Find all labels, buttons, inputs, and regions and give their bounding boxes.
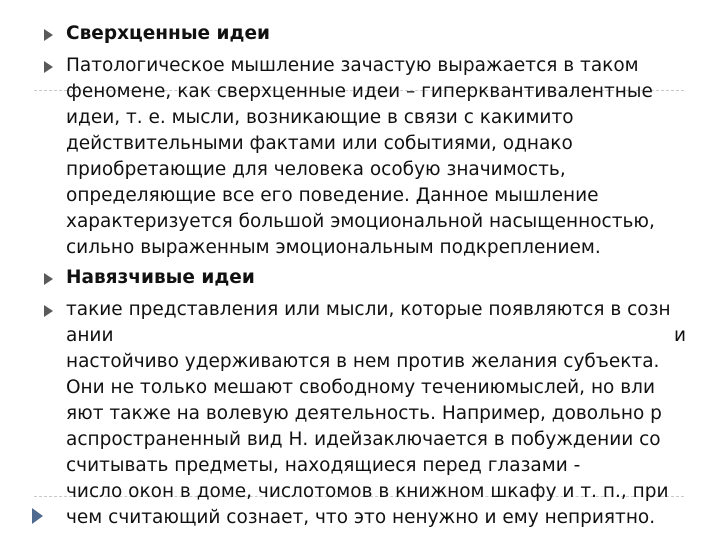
paragraph-line: Патологическое мышление зачастую выражается в таком: [66, 55, 639, 76]
side-arrow-icon: [32, 508, 43, 524]
paragraph-line: такие представления или мысли, которые появляются в созн: [66, 299, 671, 320]
paragraph-line: настойчиво удерживаются в нем против желания субъекта.: [66, 351, 660, 372]
paragraph-line: число окон в доме, числотомов в книжном шкафу и т. п., при: [66, 481, 669, 502]
paragraph-line: действительными фактами или событиями, однако: [66, 133, 573, 154]
paragraph-line: характеризуется большой эмоциональной насыщенностью,: [66, 211, 655, 232]
paragraph-line: аспространенный вид Н. идейзаключается в побуждении со: [66, 429, 661, 450]
bullet-arrow-icon: [44, 29, 53, 41]
paragraph-line: идеи, т. е. мысли, возникающие в связи с какимито: [66, 107, 574, 128]
heading-obsessive-ideas: Навязчивые идеи: [66, 267, 255, 288]
paragraph-fragment: ании: [66, 325, 114, 346]
paragraph-line: сильно выраженным эмоциональным подкреплением.: [66, 237, 601, 258]
paragraph-line: определяющие все его поведение. Данное мышление: [66, 185, 599, 206]
paragraph-line: яют также на волевую деятельность. Например, довольно р: [66, 403, 662, 424]
paragraph-fragment: и: [673, 325, 686, 346]
paragraph-line: чем считающий сознает, что это ненужно и ему неприятно.: [66, 507, 656, 528]
paragraph-line-justified: [66, 326, 686, 346]
paragraph-line: считывать предметы, находящиеся перед глазами -: [66, 455, 581, 476]
paragraph-line: феномене, как сверхценные идеи – гиперквантивалентные: [66, 81, 653, 102]
bullet-arrow-icon: [44, 273, 53, 285]
bullet-arrow-icon: [44, 61, 53, 73]
paragraph-line: приобретающие для человека особую значимость,: [66, 159, 566, 180]
heading-overvalued-ideas: Сверхценные идеи: [66, 23, 270, 44]
paragraph-line: Они не только мешают свободному течениюмыслей, но вли: [66, 377, 655, 398]
bullet-arrow-icon: [44, 305, 53, 317]
